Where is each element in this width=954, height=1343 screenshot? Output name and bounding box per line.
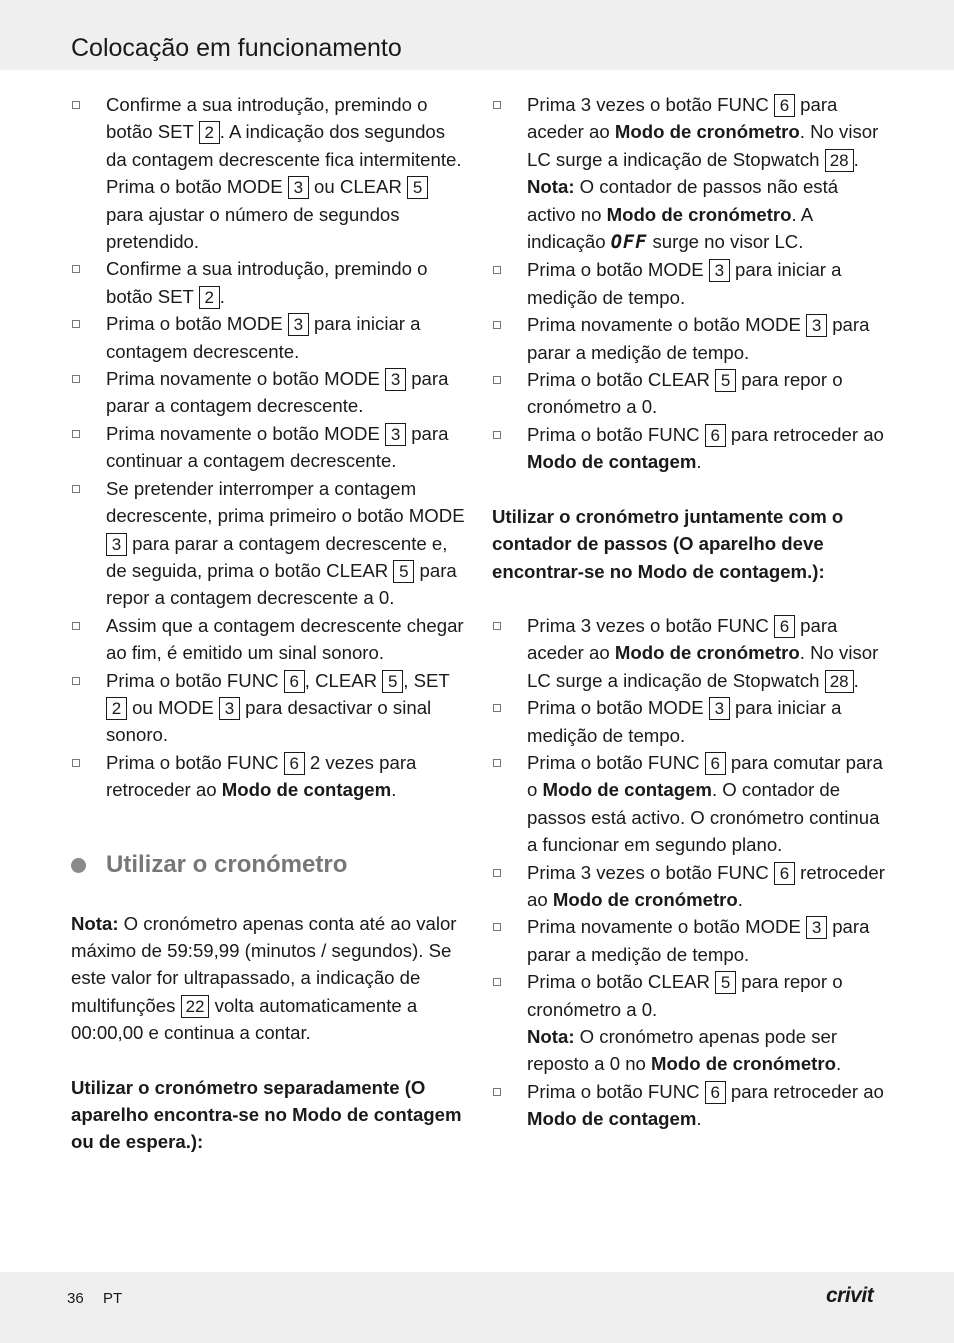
bullet-box-icon — [493, 101, 501, 109]
button-ref: 5 — [715, 369, 736, 392]
list-item: Prima novamente o botão MODE 3 para parar a contagem decrescente. — [71, 365, 466, 420]
button-ref: 3 — [219, 697, 240, 720]
list-item: Prima o botão MODE 3 para iniciar a contagem decrescente. — [71, 310, 466, 365]
button-ref: 2 — [199, 121, 220, 144]
bullet-box-icon — [72, 485, 80, 493]
button-ref: 5 — [382, 670, 403, 693]
note-paragraph: Nota: O contador de passos não está activo no Modo de cronómetro. A indicação OFF surge no visor LC. — [527, 176, 839, 254]
bullet-box-icon — [72, 622, 80, 630]
button-ref: 3 — [709, 259, 730, 282]
display-ref: 28 — [825, 670, 854, 693]
bullet-box-icon — [493, 978, 501, 986]
list-item: Prima novamente o botão MODE 3 para parar a medição de tempo. — [492, 913, 887, 968]
bullet-box-icon — [493, 376, 501, 384]
bullet-box-icon — [72, 101, 80, 109]
language-code: PT — [103, 1290, 123, 1307]
list-item: Prima 3 vezes o botão FUNC 6 para aceder ao Modo de cronómetro. No visor LC surge a indicação de Stopwatch 28 . — [492, 612, 887, 694]
button-ref: 3 — [106, 533, 127, 556]
list-item: Prima novamente o botão MODE 3 para parar a medição de tempo. — [492, 311, 887, 366]
list-item: Prima o botão CLEAR 5 para repor o cronómetro a 0. — [492, 968, 887, 1023]
note-paragraph: Nota: O cronómetro apenas pode ser reposto a 0 no Modo de cronómetro. — [527, 1026, 842, 1075]
page-footer — [0, 1272, 954, 1343]
bullet-box-icon — [493, 704, 501, 712]
bullet-box-icon — [493, 431, 501, 439]
bullet-box-icon — [72, 759, 80, 767]
button-ref: 3 — [806, 916, 827, 939]
button-ref: 5 — [393, 560, 414, 583]
list-item: Confirme a sua introdução, premindo o botão SET 2 . A indicação dos segundos da contagem decrescente fica intermitente. Prima o botão MODE 3 ou CLEAR 5 para ajustar o número de segundos pretendido. — [71, 91, 466, 255]
bullet-box-icon — [72, 265, 80, 273]
bullet-box-icon — [493, 266, 501, 274]
bullet-box-icon — [72, 430, 80, 438]
bullet-box-icon — [72, 677, 80, 685]
button-ref: 6 — [705, 752, 726, 775]
list-item: Prima novamente o botão MODE 3 para continuar a contagem decrescente. — [71, 420, 466, 475]
list-item: Prima o botão CLEAR 5 para repor o cronómetro a 0. — [492, 366, 887, 421]
button-ref: 3 — [709, 697, 730, 720]
button-ref: 3 — [385, 423, 406, 446]
button-ref: 3 — [806, 314, 827, 337]
button-ref: 22 — [181, 995, 210, 1018]
lcd-off-indicator: OFF — [610, 232, 648, 254]
list-item: Prima o botão FUNC 6 para comutar para o Modo de contagem. O contador de passos está activo. O cronómetro continua a funcionar em segundo plano. — [492, 749, 887, 859]
button-ref: 6 — [774, 615, 795, 638]
button-ref: 3 — [385, 368, 406, 391]
list-item: Confirme a sua introdução, premindo o botão SET 2 . — [71, 255, 466, 310]
bullet-box-icon — [493, 622, 501, 630]
list-item: Prima 3 vezes o botão FUNC 6 retroceder ao Modo de cronómetro. — [492, 859, 887, 914]
left-column — [71, 91, 466, 1156]
page-title: Colocação em funcionamento — [71, 34, 402, 62]
button-ref: 6 — [284, 752, 305, 775]
subheading: Utilizar o cronómetro juntamente com o contador de passos (O aparelho deve encontrar-se no Modo de contagem.): — [492, 505, 844, 582]
bullet-box-icon — [493, 869, 501, 877]
list-item: Prima 3 vezes o botão FUNC 6 para aceder ao Modo de cronómetro. No visor LC surge a indicação de Stopwatch 28 . — [492, 91, 887, 173]
page-number: 36 — [67, 1290, 84, 1307]
list-item: Se pretender interromper a contagem decrescente, prima primeiro o botão MODE 3 para parar a contagem decrescente e, de seguida, prima o botão CLEAR 5 para repor a contagem decrescente a 0. — [71, 475, 466, 612]
button-ref: 5 — [715, 971, 736, 994]
brand-logo: crivit — [826, 1284, 874, 1307]
list-item: Prima o botão FUNC 6 para retroceder ao Modo de contagem. — [492, 421, 887, 476]
bullet-box-icon — [493, 1088, 501, 1096]
button-ref: 2 — [106, 697, 127, 720]
list-item: Prima o botão FUNC 6 2 vezes para retroceder ao Modo de contagem. — [71, 749, 466, 804]
button-ref: 2 — [199, 286, 220, 309]
bullet-box-icon — [493, 759, 501, 767]
note-paragraph: Nota: O cronómetro apenas conta até ao valor máximo de 59:59,99 (minutos / segundos). Se este valor for ultrapassado, a indicação de multifunções 22 volta automaticamente a 00:00,00 e continua a contar. — [71, 912, 457, 1044]
list-item: Prima o botão MODE 3 para iniciar a medição de tempo. — [492, 256, 887, 311]
button-ref: 6 — [284, 670, 305, 693]
button-ref: 6 — [774, 862, 795, 885]
section-heading: Utilizar o cronómetro — [71, 850, 466, 880]
bullet-box-icon — [493, 321, 501, 329]
list-item: Prima o botão FUNC 6 para retroceder ao Modo de contagem. — [492, 1078, 887, 1133]
list-item: Prima o botão MODE 3 para iniciar a medição de tempo. — [492, 694, 887, 749]
display-ref: 28 — [825, 149, 854, 172]
button-ref: 6 — [705, 424, 726, 447]
button-ref: 3 — [288, 313, 309, 336]
bullet-box-icon — [72, 375, 80, 383]
page-header — [0, 0, 954, 70]
button-ref: 5 — [407, 176, 428, 199]
section-bullet-icon — [71, 858, 86, 873]
bullet-box-icon — [72, 320, 80, 328]
button-ref: 3 — [288, 176, 309, 199]
button-ref: 6 — [774, 94, 795, 117]
list-item: Assim que a contagem decrescente chegar ao fim, é emitido um sinal sonoro. — [71, 612, 466, 667]
button-ref: 6 — [705, 1081, 726, 1104]
list-item: Prima o botão FUNC 6 , CLEAR 5 , SET 2 ou MODE 3 para desactivar o sinal sonoro. — [71, 667, 466, 749]
bullet-box-icon — [493, 923, 501, 931]
right-column — [492, 91, 887, 1133]
subheading: Utilizar o cronómetro separadamente (O aparelho encontra-se no Modo de contagem ou de espera.): — [71, 1076, 462, 1153]
